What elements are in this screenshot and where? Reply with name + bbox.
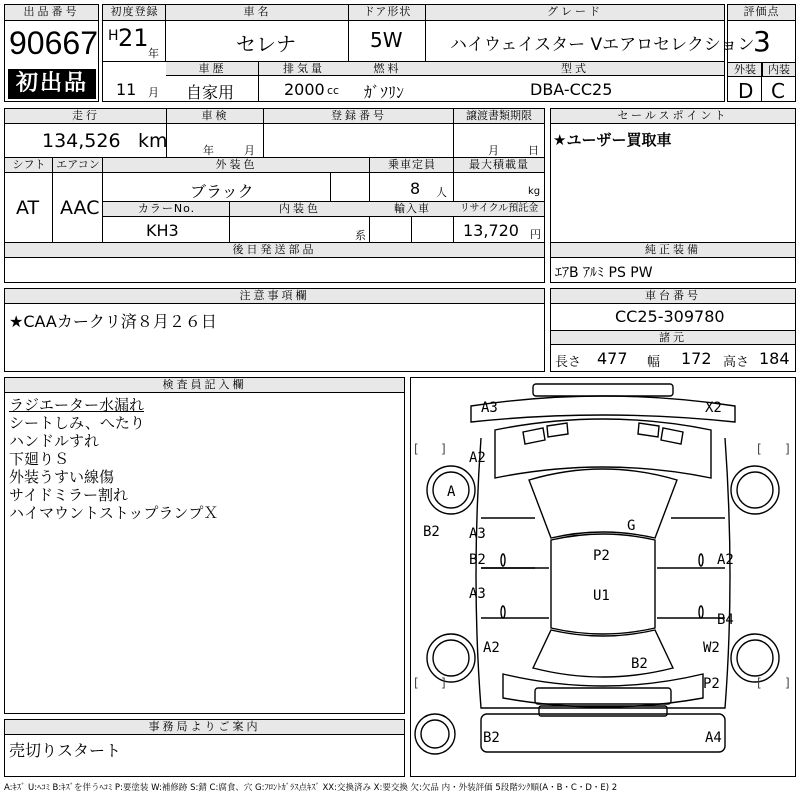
damage-label: B4 xyxy=(717,612,734,628)
inspector-header: 検査員記入欄 xyxy=(5,378,404,393)
damage-label: P2 xyxy=(593,548,610,564)
mirror-bracket-left: ] xyxy=(441,676,446,690)
displacement: 2000 xyxy=(284,80,325,99)
fuel-header: 燃料 xyxy=(349,62,426,76)
inspector-first-note: ラジエーター水漏れ xyxy=(9,396,145,414)
transfer-day-unit: 日 xyxy=(528,144,539,157)
inspector-box xyxy=(4,377,405,714)
mileage-header: 走行 xyxy=(5,109,167,124)
caution-box xyxy=(4,288,545,372)
insp-month-unit: 月 xyxy=(244,144,255,157)
damage-label: U1 xyxy=(593,588,610,604)
month-unit: 月 xyxy=(148,86,159,99)
damage-label: P2 xyxy=(703,676,720,692)
mirror-bracket-right: [ xyxy=(757,442,762,456)
ext-header: 外装 xyxy=(728,63,762,77)
int-header: 内装 xyxy=(762,63,795,77)
model-code: DBA-CC25 xyxy=(530,80,613,99)
recycle-value: 13,720 xyxy=(463,221,519,240)
damage-label: A4 xyxy=(705,730,722,746)
exterior-header: 外装色 xyxy=(103,158,370,173)
caution-text: ★CAAカークリ済８月２６日 xyxy=(9,312,217,331)
first-listing-badge: 初出品 xyxy=(8,69,96,99)
inspector-note: 外装うすい線傷 xyxy=(9,468,115,486)
ac-value: AAC xyxy=(60,197,100,219)
inspector-note: ハンドルすれ xyxy=(9,432,100,450)
door-type: 5W xyxy=(370,28,403,52)
capacity-unit: 人 xyxy=(436,186,447,199)
shift-value: AT xyxy=(16,197,40,219)
fuel: ｶﾞｿﾘﾝ xyxy=(364,83,405,102)
damage-label: B2 xyxy=(483,730,500,746)
capacity-value: 8 xyxy=(410,179,421,198)
sales-box xyxy=(550,108,796,243)
car-diagram xyxy=(410,377,796,777)
inspector-notes xyxy=(9,396,218,522)
ext-score: D xyxy=(738,79,754,103)
chassis-box xyxy=(550,288,796,372)
first-reg-header: 初度登録 xyxy=(103,5,166,21)
equip-header: 純正装備 xyxy=(551,243,795,258)
shift-header: シフト xyxy=(5,158,53,173)
mirror-bracket-left: [ xyxy=(414,442,419,456)
load-header: 最大積載量 xyxy=(454,158,544,173)
car-name-header: 車名 xyxy=(166,5,349,21)
insp-year-unit: 年 xyxy=(203,144,214,157)
recycle-unit: 円 xyxy=(530,228,541,241)
height-label: 高さ xyxy=(723,355,750,370)
inspection-header: 車検 xyxy=(167,109,264,124)
damage-label: B2 xyxy=(423,524,440,540)
mileage-value: 134,526 xyxy=(42,130,121,152)
grade: ハイウェイスター Vエアロセレクション xyxy=(450,35,755,55)
score-value: 3 xyxy=(753,25,771,58)
registration-header: 登録番号 xyxy=(264,109,454,124)
mileage-unit: km xyxy=(138,130,168,152)
lot-header: 出品番号 xyxy=(5,5,98,21)
width-label: 幅 xyxy=(647,355,661,370)
lot-number: 90667 xyxy=(9,25,98,61)
reg-year: 21 xyxy=(118,24,149,52)
mirror-bracket-left: ] xyxy=(441,442,446,456)
height-value: 184 xyxy=(759,349,790,368)
year-unit: 年 xyxy=(148,47,159,60)
history-header: 車歴 xyxy=(166,62,259,76)
interior-suffix: 系 xyxy=(355,229,366,242)
transfer-header: 譲渡書類期限 xyxy=(454,109,544,124)
mirror-bracket-right: ] xyxy=(785,442,790,456)
transfer-month-unit: 月 xyxy=(488,144,499,157)
damage-label: A3 xyxy=(469,526,486,542)
sales-text: ★ユーザー買取車 xyxy=(553,131,672,149)
damage-label: G xyxy=(627,518,636,534)
damage-label: A xyxy=(447,484,456,500)
caution-header: 注意事項欄 xyxy=(5,289,544,304)
int-score: C xyxy=(771,79,785,103)
office-text: 売切りスタート xyxy=(9,741,122,760)
reg-month: 11 xyxy=(116,80,137,99)
disp-header: 排気量 xyxy=(259,62,349,76)
dims-header: 諸元 xyxy=(551,331,795,345)
damage-label: B2 xyxy=(631,656,648,672)
car-name: セレナ xyxy=(236,32,296,56)
damage-label: X2 xyxy=(705,400,722,416)
ac-header: エアコン xyxy=(53,158,103,173)
length-value: 477 xyxy=(597,349,628,368)
mirror-bracket-right: ] xyxy=(785,676,790,690)
color-no-value: KH3 xyxy=(146,221,179,240)
damage-label: A2 xyxy=(469,450,486,466)
length-label: 長さ xyxy=(555,355,582,370)
width-value: 172 xyxy=(681,349,712,368)
inspector-note: サイドミラー割れ xyxy=(9,486,128,504)
color-no-header: カラーNo. xyxy=(103,202,230,217)
score-box xyxy=(727,4,796,102)
inspector-note: 下廻りＳ xyxy=(9,450,70,468)
damage-legend: A:ｷｽﾞ U:ﾍｺﾐ B:ｷｽﾞを伴うﾍｺﾐ P:要塗装 W:補修跡 S:錆 C:腐食、穴 G:ﾌﾛﾝﾄｶﾞﾗｽ点ｷｽﾞ XX:交換済み X:要交換 欠:欠品 内・外装評価 5段階ﾗﾝｸ順(A・B・C・D・E) 2 xyxy=(4,783,618,793)
era: H xyxy=(108,28,119,44)
door-header: ドア形状 xyxy=(349,5,426,21)
office-box xyxy=(4,719,405,777)
load-unit: kg xyxy=(528,186,541,197)
recycle-header: リサイクル預託金 xyxy=(454,202,544,217)
damage-label: B2 xyxy=(469,552,486,568)
chassis-value: CC25-309780 xyxy=(615,307,725,326)
sales-header: セールスポイント xyxy=(551,109,795,124)
lot-box xyxy=(4,4,99,102)
grade-header: グレード xyxy=(426,5,724,21)
inspector-note: ハイマウントストップランプＸ xyxy=(9,504,219,522)
import-header: 輸入車 xyxy=(370,202,454,217)
inspector-note: シートしみ、へたり xyxy=(9,414,145,432)
car-outline xyxy=(411,378,795,776)
damage-label: A2 xyxy=(717,552,734,568)
later-parts-header: 後日発送部品 xyxy=(5,243,544,258)
interior-header: 内装色 xyxy=(230,202,370,217)
chassis-header: 車台番号 xyxy=(551,289,795,304)
damage-label: W2 xyxy=(703,640,720,656)
equip-box xyxy=(550,242,796,283)
model-header: 型式 xyxy=(426,62,724,76)
damage-label: A3 xyxy=(469,586,486,602)
capacity-header: 乗車定員 xyxy=(370,158,454,173)
mirror-bracket-left: [ xyxy=(414,676,419,690)
history-value: 自家用 xyxy=(186,83,235,102)
mirror-bracket-right: [ xyxy=(757,676,762,690)
score-header: 評価点 xyxy=(728,5,795,21)
damage-label: A3 xyxy=(481,400,498,416)
equip-value: ｴｱB ｱﾙﾐ PS PW xyxy=(555,265,653,281)
disp-unit: cc xyxy=(327,84,340,97)
damage-label: A2 xyxy=(483,640,500,656)
office-header: 事務局よりご案内 xyxy=(5,720,404,735)
exterior-value: ブラック xyxy=(190,182,254,201)
